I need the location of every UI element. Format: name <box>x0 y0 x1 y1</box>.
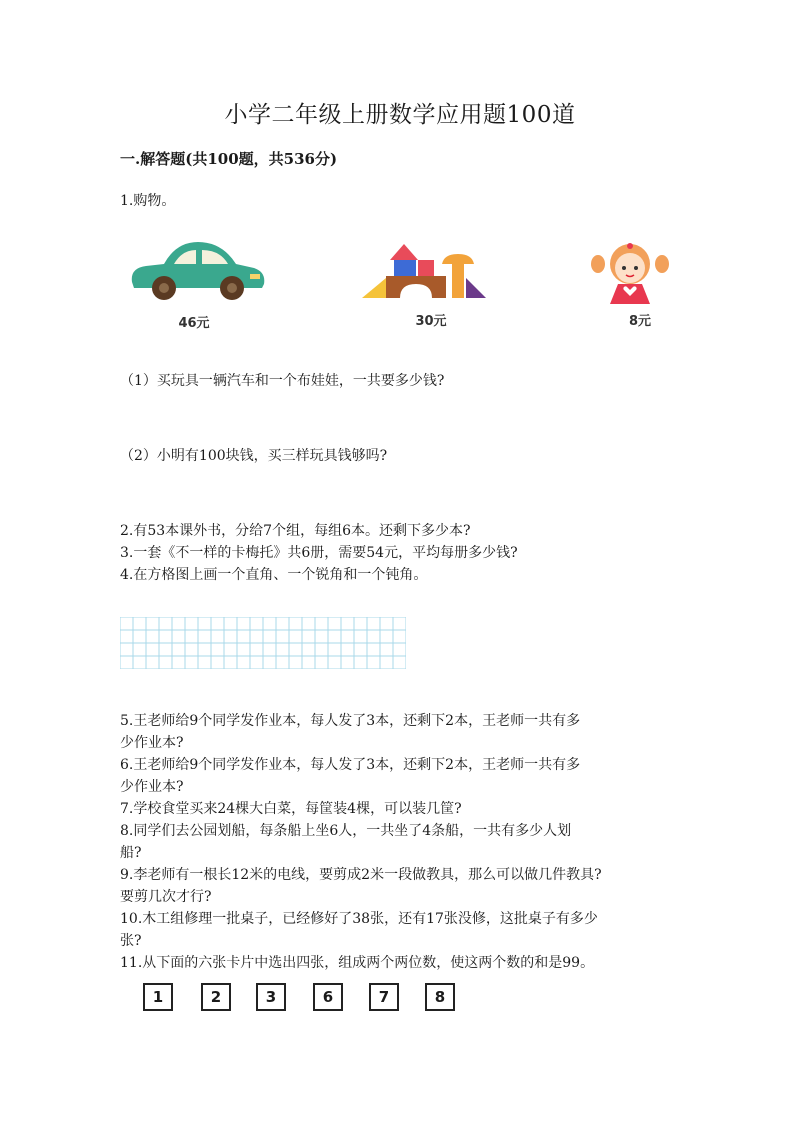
number-card: 1 <box>143 983 173 1011</box>
number-card: 6 <box>313 983 343 1011</box>
number-card: 8 <box>425 983 455 1011</box>
question-2: 2.有53本课外书，分给7个组，每组6本。还剩下多少本? <box>120 523 471 539</box>
answer-grid <box>120 617 406 669</box>
question-9-line-1: 9.李老师有一根长12米的电线，要剪成2米一段做教具，那么可以做几件教具? <box>120 867 602 883</box>
question-5-line-1: 5.王老师给9个同学发作业本，每人发了3本，还剩下2本，王老师一共有多 <box>120 713 581 729</box>
doll-icon <box>590 240 670 304</box>
toy-car-icon <box>126 238 268 302</box>
toy-blocks-icon <box>362 242 486 300</box>
question-8-line-2: 船? <box>120 845 142 861</box>
number-card: 2 <box>201 983 231 1011</box>
page-title: 小学二年级上册数学应用题100道 <box>224 102 576 128</box>
question-4: 4.在方格图上画一个直角、一个锐角和一个钝角。 <box>120 567 428 583</box>
question-10-line-2: 张? <box>120 933 142 949</box>
price-doll: 8元 <box>628 314 652 329</box>
question-9-line-2: 要剪几次才行? <box>120 889 212 905</box>
question-1-part-2: （2）小明有100块钱，买三样玩具钱够吗? <box>120 448 388 464</box>
number-card: 7 <box>369 983 399 1011</box>
question-11: 11.从下面的六张卡片中选出四张，组成两个两位数，使这两个数的和是99。 <box>120 955 595 971</box>
question-6-line-2: 少作业本? <box>120 779 184 795</box>
question-5-line-2: 少作业本? <box>120 735 184 751</box>
price-blocks: 30元 <box>415 314 447 329</box>
price-car: 46元 <box>178 316 210 331</box>
section-heading: 一.解答题(共100题，共536分) <box>120 150 338 168</box>
question-8-line-1: 8.同学们去公园划船，每条船上坐6人，一共坐了4条船，一共有多少人划 <box>120 823 572 839</box>
number-card: 3 <box>256 983 286 1011</box>
question-7: 7.学校食堂买来24棵大白菜，每筐装4棵，可以装几筐? <box>120 801 462 817</box>
question-1-title: 1.购物。 <box>120 193 176 209</box>
question-3: 3.一套《不一样的卡梅托》共6册，需要54元，平均每册多少钱? <box>120 545 518 561</box>
question-10-line-1: 10.木工组修理一批桌子，已经修好了38张，还有17张没修，这批桌子有多少 <box>120 911 598 927</box>
question-1-part-1: （1）买玩具一辆汽车和一个布娃娃，一共要多少钱? <box>120 373 445 389</box>
question-6-line-1: 6.王老师给9个同学发作业本，每人发了3本，还剩下2本，王老师一共有多 <box>120 757 581 773</box>
